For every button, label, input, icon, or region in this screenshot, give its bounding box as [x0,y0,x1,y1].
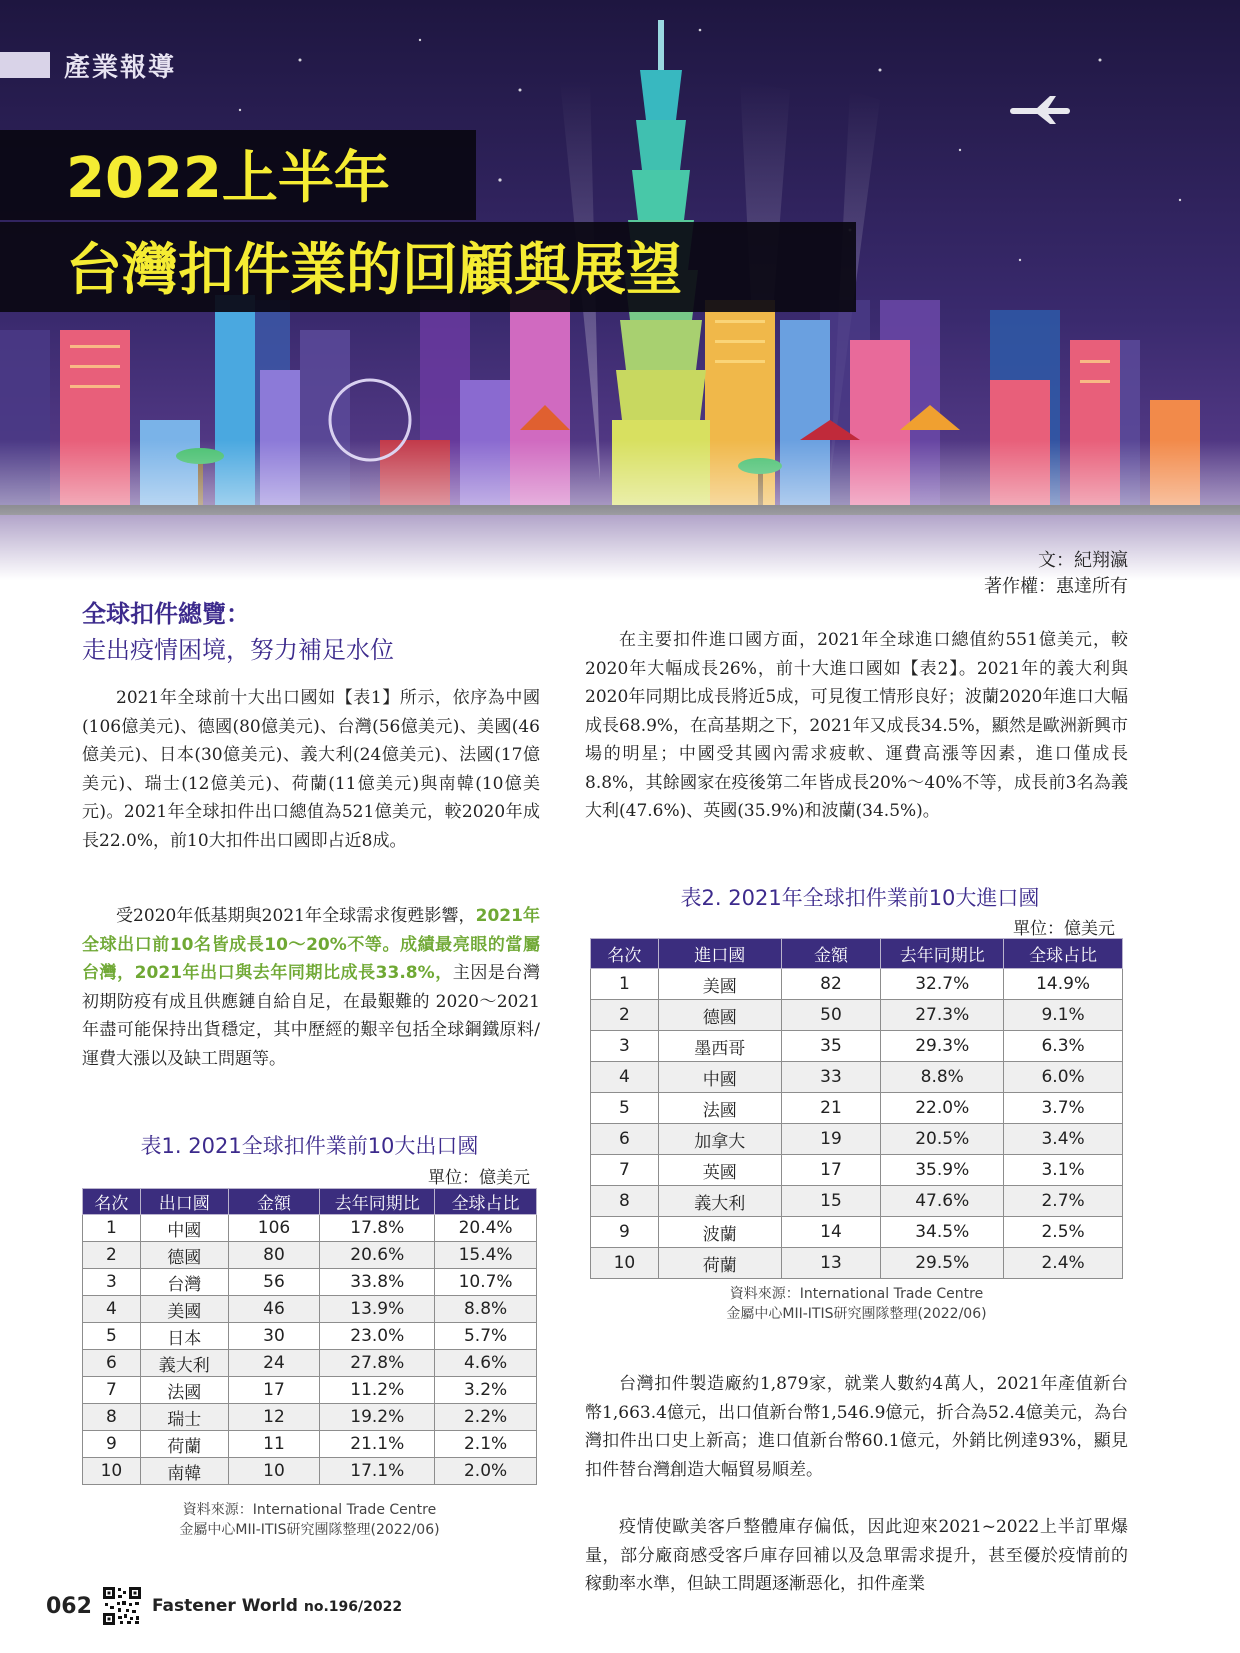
table2-row [591,1217,1123,1248]
table2-cell-rank: 5 [591,1093,659,1124]
table2-cell-share: 2.7% [1004,1186,1123,1217]
section-heading [82,596,394,668]
magazine-name [152,1596,402,1616]
table2-cell-share: 14.9% [1004,969,1123,1000]
table1-cell-yoy: 23.0% [320,1323,435,1350]
table2-unit: 單位：億美元 [1013,919,1115,939]
table1-cell-country: 南韓 [140,1458,228,1485]
author: 文：紀翔瀛 [1038,550,1128,571]
table2-row [591,969,1123,1000]
table1-cell-country: 義大利 [140,1350,228,1377]
table2-cell-share: 3.7% [1004,1093,1123,1124]
table1-cell-share: 4.6% [435,1350,537,1377]
table2-row [591,1186,1123,1217]
table2-row [591,1062,1123,1093]
table1-cell-share: 20.4% [435,1215,537,1242]
table2-row [591,1031,1123,1062]
table1-unit: 單位：億美元 [428,1168,530,1188]
table1-cell-share: 2.2% [435,1404,537,1431]
table1-cell-share: 5.7% [435,1323,537,1350]
table2-cell-yoy: 35.9% [881,1155,1004,1186]
table2-cell-share: 3.4% [1004,1124,1123,1155]
table2-cell-amount: 19 [781,1124,881,1155]
table1-cell-amount: 80 [228,1242,320,1269]
table1-cell-country: 德國 [140,1242,228,1269]
table1-header-share: 全球占比 [435,1189,537,1215]
table2-cell-share: 2.4% [1004,1248,1123,1279]
table1-row [83,1377,537,1404]
table2-source-line1: 資料來源：International Trade Centre [729,1286,984,1302]
table2-cell-yoy: 47.6% [881,1186,1004,1217]
table2-header-country: 進口國 [658,939,781,969]
table1-cell-country: 法國 [140,1377,228,1404]
table1-header-country: 出口國 [140,1189,228,1215]
table2-cell-country: 墨西哥 [658,1031,781,1062]
paragraph-4: 台灣扣件製造廠約1,879家，就業人數約4萬人，2021年產值新台幣1,663.4億元，出口值新台幣1,546.9億元，折合為52.4億美元，為台灣扣件出口史上新高；進口值新台幣60.1億元，外銷比例達93%，顯見扣件替台灣創造大幅貿易順差。 [585,1374,1128,1480]
table1-cell-yoy: 13.9% [320,1296,435,1323]
byline [984,548,1128,600]
table2-cell-rank: 4 [591,1062,659,1093]
table1-cell-country: 美國 [140,1296,228,1323]
table2-cell-rank: 9 [591,1217,659,1248]
table2-cell-rank: 1 [591,969,659,1000]
import-table [590,938,1123,1279]
table1-cell-country: 台灣 [140,1269,228,1296]
copyright: 著作權：惠達所有 [984,576,1128,597]
table2-cell-yoy: 20.5% [881,1124,1004,1155]
table1-cell-rank: 8 [83,1404,141,1431]
table2-cell-rank: 7 [591,1155,659,1186]
table2-header-amount: 金額 [781,939,881,969]
table2-header-share: 全球占比 [1004,939,1123,969]
table2-cell-country: 法國 [658,1093,781,1124]
table1-cell-amount: 11 [228,1431,320,1458]
table1-cell-rank: 3 [83,1269,141,1296]
table1-cell-country: 中國 [140,1215,228,1242]
table1-cell-amount: 12 [228,1404,320,1431]
table2-cell-yoy: 34.5% [881,1217,1004,1248]
hero-banner [0,0,1240,580]
table2-cell-amount: 50 [781,1000,881,1031]
paragraph-2-end: 主因是台灣初期防疫有成且供應鏈自給自足，在最艱難的 2020～2021年盡可能保持出貨穩定，其中歷經的艱辛包括全球鋼鐵原料/運費大漲以及缺工問題等。 [82,963,540,1069]
table2-cell-country: 荷蘭 [658,1248,781,1279]
table2-cell-yoy: 8.8% [881,1062,1004,1093]
table1-cell-rank: 5 [83,1323,141,1350]
table1-row [83,1431,537,1458]
article-title-line2: 台灣扣件業的回顧與展望 [0,222,856,312]
table1-cell-share: 2.0% [435,1458,537,1485]
table1-cell-amount: 56 [228,1269,320,1296]
table2-cell-amount: 14 [781,1217,881,1248]
magazine-issue: no.196/2022 [303,1599,403,1615]
table2-cell-rank: 6 [591,1124,659,1155]
paragraph-3: 在主要扣件進口國方面，2021年全球進口總值約551億美元，較2020年大幅成長26%，前十大進口國如【表2】。2021年的義大利與2020年同期比成長將近5成，可見復工情形良好；波蘭2020年進口大幅成長68.9%，在高基期之下，2021年又成長34.5%，顯然是歐洲新興市場的明星；中國受其國內需求疲軟、運費高漲等因素，進口僅成長8.8%，其餘國家在疫後第二年皆成長20%～40%不等，成長前3名為義大利(47.6%)、英國(35.9%)和波蘭(34.5%)。 [585,630,1128,821]
magazine-title: Fastener World [151,1596,298,1616]
table2-cell-amount: 21 [781,1093,881,1124]
table2-cell-rank: 3 [591,1031,659,1062]
table1-row [83,1323,537,1350]
table1-cell-country: 瑞士 [140,1404,228,1431]
section-tag [0,48,176,82]
table1-cell-share: 3.2% [435,1377,537,1404]
table2-header-rank: 名次 [591,939,659,969]
export-table [82,1188,537,1485]
paragraph-2-highlight: 2021年全球出口前10名皆成長10～20%不等。成績最亮眼的當屬台灣，2021年出口與去年同期比成長33.8%， [82,906,540,983]
table1-cell-share: 10.7% [435,1269,537,1296]
table2-cell-country: 美國 [658,969,781,1000]
table2-cell-rank: 2 [591,1000,659,1031]
table1-row [83,1215,537,1242]
page-number: 062 [46,1593,92,1619]
qr-code-icon[interactable] [102,1586,142,1626]
table1-row [83,1350,537,1377]
table1-row [83,1458,537,1485]
table1-cell-rank: 7 [83,1377,141,1404]
table2-cell-share: 6.3% [1004,1031,1123,1062]
section-tag-text: 產業報導 [64,52,177,83]
table2-source-line2: 金屬中心MII-ITIS研究團隊整理(2022/06) [726,1306,987,1322]
table2-cell-rank: 10 [591,1248,659,1279]
paragraph-2-start: 受2020年低基期與2021年全球需求復甦影響， [116,906,476,926]
table2-cell-country: 加拿大 [658,1124,781,1155]
table1-cell-amount: 46 [228,1296,320,1323]
table2-cell-amount: 15 [781,1186,881,1217]
table2-cell-share: 9.1% [1004,1000,1123,1031]
table2-cell-amount: 33 [781,1062,881,1093]
table1-cell-yoy: 11.2% [320,1377,435,1404]
paragraph-1: 2021年全球前十大出口國如【表1】所示，依序為中國(106億美元)、德國(80億美元)、台灣(56億美元)、美國(46億美元)、日本(30億美元)、義大利(24億美元)、法國(17億美元)、瑞士(12億美元)、荷蘭(11億美元)與南韓(10億美元)。2021年全球扣件出口總值為521億美元，較2020年成長22.0%，前10大扣件出口國即占近8成。 [82,688,540,851]
table1-cell-rank: 10 [83,1458,141,1485]
table1-cell-rank: 1 [83,1215,141,1242]
table1-cell-amount: 106 [228,1215,320,1242]
table1-cell-yoy: 33.8% [320,1269,435,1296]
table1-cell-share: 2.1% [435,1431,537,1458]
table1-cell-yoy: 17.1% [320,1458,435,1485]
table1-cell-yoy: 21.1% [320,1431,435,1458]
table2-cell-amount: 13 [781,1248,881,1279]
table1-source [82,1500,537,1540]
section-heading-line1: 全球扣件總覽： [82,600,250,628]
table2-source [590,1284,1123,1324]
table1-row [83,1269,537,1296]
table2-row [591,1124,1123,1155]
page-footer [46,1584,402,1628]
table2-row [591,1093,1123,1124]
table2-row [591,1000,1123,1031]
table1-cell-country: 日本 [140,1323,228,1350]
table1-cell-yoy: 19.2% [320,1404,435,1431]
table2-cell-rank: 8 [591,1186,659,1217]
table1-cell-yoy: 27.8% [320,1350,435,1377]
table2-cell-amount: 17 [781,1155,881,1186]
table2-cell-country: 德國 [658,1000,781,1031]
table1-header-rank: 名次 [83,1189,141,1215]
table1-cell-yoy: 20.6% [320,1242,435,1269]
section-heading-line2: 走出疫情困境，努力補足水位 [82,636,394,664]
table2-cell-amount: 35 [781,1031,881,1062]
table1-source-line2: 金屬中心MII-ITIS研究團隊整理(2022/06) [179,1522,440,1538]
table1-cell-rank: 2 [83,1242,141,1269]
table1-cell-amount: 24 [228,1350,320,1377]
table1-title: 表1. 2021全球扣件業前10大出口國 [140,1134,479,1158]
table1-cell-rank: 9 [83,1431,141,1458]
paragraph-2 [82,902,540,1073]
table1-cell-share: 8.8% [435,1296,537,1323]
table2-cell-country: 中國 [658,1062,781,1093]
table2-cell-amount: 82 [781,969,881,1000]
table2-cell-yoy: 32.7% [881,969,1004,1000]
table1-header-amount: 金額 [228,1189,320,1215]
table2-cell-country: 英國 [658,1155,781,1186]
table2-row [591,1155,1123,1186]
table2-cell-share: 2.5% [1004,1217,1123,1248]
table1-cell-yoy: 17.8% [320,1215,435,1242]
table2-cell-share: 6.0% [1004,1062,1123,1093]
table2-title: 表2. 2021年全球扣件業前10大進口國 [680,886,1040,910]
table2-cell-country: 波蘭 [658,1217,781,1248]
table1-cell-rank: 4 [83,1296,141,1323]
paragraph-5: 疫情使歐美客戶整體庫存偏低，因此迎來2021~2022上半訂單爆量，部分廠商感受客戶庫存回補以及急單需求提升，甚至優於疫情前的稼動率水準，但缺工問題逐漸惡化，扣件產業 [585,1517,1128,1594]
table2-cell-yoy: 27.3% [881,1000,1004,1031]
table1-cell-amount: 30 [228,1323,320,1350]
table2-cell-yoy: 22.0% [881,1093,1004,1124]
article-title-line1: 2022上半年 [0,130,476,220]
section-tag-bar [0,52,50,78]
table1-row [83,1404,537,1431]
table1-cell-country: 荷蘭 [140,1431,228,1458]
table2-cell-country: 義大利 [658,1186,781,1217]
table1-source-line1: 資料來源：International Trade Centre [182,1502,437,1518]
table1-header-yoy: 去年同期比 [320,1189,435,1215]
table2-cell-share: 3.1% [1004,1155,1123,1186]
table2-header-yoy: 去年同期比 [881,939,1004,969]
table1-row [83,1296,537,1323]
table1-cell-amount: 17 [228,1377,320,1404]
table1-row [83,1242,537,1269]
table1-cell-share: 15.4% [435,1242,537,1269]
table2-row [591,1248,1123,1279]
table1-cell-rank: 6 [83,1350,141,1377]
table1-cell-amount: 10 [228,1458,320,1485]
table2-cell-yoy: 29.5% [881,1248,1004,1279]
table2-cell-yoy: 29.3% [881,1031,1004,1062]
